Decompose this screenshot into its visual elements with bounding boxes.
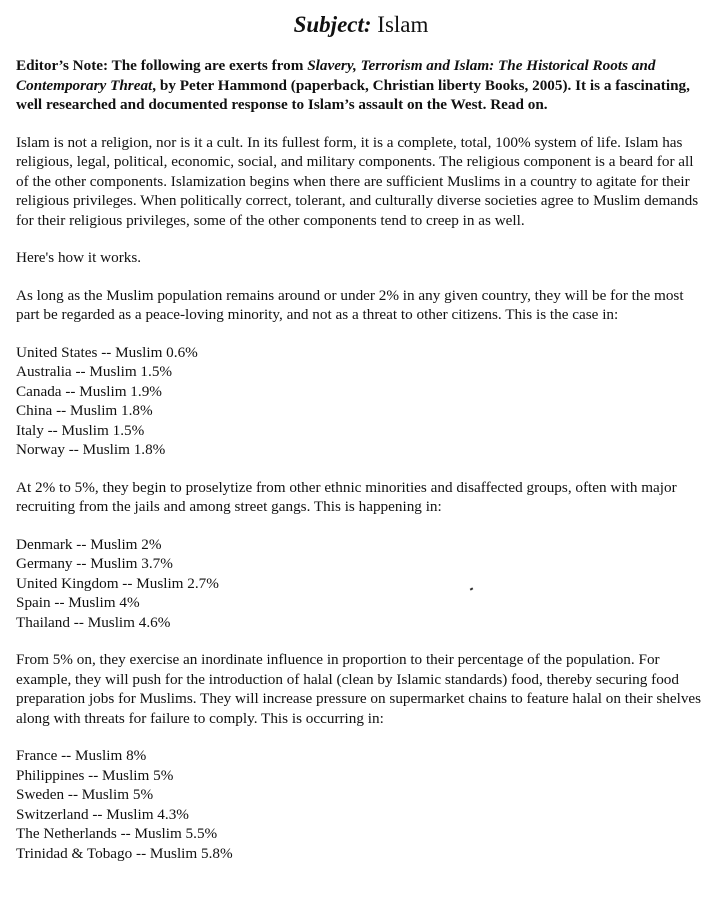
- how-it-works-paragraph: Here's how it works.: [16, 249, 142, 266]
- list-item: Italy -- Muslim 1.5%: [16, 421, 145, 439]
- list-item: France -- Muslim 8%: [16, 747, 147, 764]
- subject-label: Subject:: [293, 12, 372, 37]
- list-item: Norway -- Muslim 1.8%: [16, 441, 166, 458]
- editors-note-lead: Editor’s Note: The following are exerts from: [16, 57, 308, 74]
- list-item: Switzerland -- Muslim 4.3%: [16, 805, 189, 823]
- list-item: Sweden -- Muslim 5%: [16, 786, 154, 803]
- list-item: Germany -- Muslim 3.7%: [16, 555, 173, 572]
- under-2-percent-paragraph: As long as the Muslim population remains around or under 2% in any given country, they will be for the most part be regarded as a peace-loving minority, and not as a threat to other citizens. This is the case in:: [16, 286, 684, 323]
- list-item: The Netherlands -- Muslim 5.5%: [16, 825, 218, 842]
- list-item: Spain -- Muslim 4%: [16, 594, 140, 611]
- page-title: [16, 10, 706, 40]
- document-page: [0, 10, 720, 903]
- under-2-percent-list: [16, 343, 706, 460]
- list-item: United States -- Muslim 0.6%: [16, 343, 198, 361]
- editors-note: [16, 56, 706, 115]
- five-percent-on-paragraph: From 5% on, they exercise an inordinate influence in proportion to their percentage of the population. For example, they will push for the introduction of halal (clean by Islamic standards) food, thereby securing food preparation jobs for Muslims. They will increase pressure on supermarket chains to feature halal on their shelves along with threats for failure to comply. This is occurring in:: [16, 651, 702, 727]
- two-to-five-percent-paragraph: At 2% to 5%, they begin to proselytize from other ethnic minorities and disaffected groups, often with major recruiting from the jails and among street gangs. This is happening in:: [16, 478, 677, 515]
- list-item: China -- Muslim 1.8%: [16, 402, 153, 419]
- list-item: Denmark -- Muslim 2%: [16, 535, 162, 553]
- list-item: United Kingdom -- Muslim 2.7%: [16, 574, 219, 592]
- list-item: Trinidad & Tobago -- Muslim 5.8%: [16, 844, 233, 862]
- book-title: Slavery, Terrorism and Islam: The Historical Roots and Contemporary Threat: [16, 57, 656, 94]
- five-percent-on-list: [16, 746, 706, 863]
- intro-paragraph: Islam is not a religion, nor is it a cult. In its fullest form, it is a complete, total, 100% system of life. Islam has religious, legal, political, economic, social, and military components. The religious component is a beard for all of the other components. Islamization begins when there are sufficient Muslims in a country to agitate for their religious privileges. When politically correct, tolerant, and culturally diverse societies agree to Muslim demands for their religious privileges, some of the other components tend to creep in as well.: [16, 133, 699, 229]
- list-item: Thailand -- Muslim 4.6%: [16, 613, 171, 631]
- subject-value: Islam: [377, 12, 429, 37]
- editors-note-rest: , by Peter Hammond (paperback, Christian liberty Books, 2005). It is a fascinating, well researched and documented response to Islam’s assault on the West. Read on.: [16, 76, 690, 113]
- two-to-five-percent-list: [16, 535, 706, 633]
- list-item: Canada -- Muslim 1.9%: [16, 382, 162, 400]
- list-item: Australia -- Muslim 1.5%: [16, 363, 173, 380]
- list-item: Philippines -- Muslim 5%: [16, 766, 174, 784]
